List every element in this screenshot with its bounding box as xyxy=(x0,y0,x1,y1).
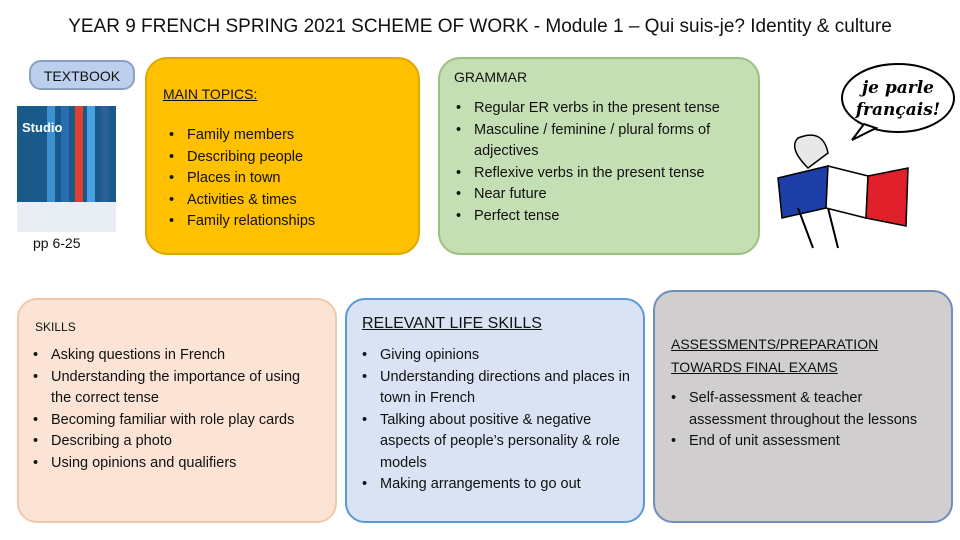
textbook-pages: pp 6-25 xyxy=(33,235,81,251)
list-item: • Activities & times xyxy=(165,190,415,212)
list-item: • Giving opinions xyxy=(358,345,633,367)
assessments-heading-line-2: TOWARDS FINAL EXAMS xyxy=(671,359,838,375)
list-item: • Masculine / feminine / plural forms of adjectives xyxy=(452,120,742,163)
skills-list xyxy=(29,345,324,474)
grammar-panel xyxy=(438,57,760,255)
life-skills-panel xyxy=(345,298,645,523)
list-item: • Talking about positive & negative aspects of people’s personality & role models xyxy=(358,410,633,475)
textbook-cover-title: Studio xyxy=(22,120,63,135)
character-head xyxy=(795,135,828,168)
list-item: • Self-assessment & teacher assessment throughout the lessons xyxy=(667,388,937,431)
skills-heading: SKILLS xyxy=(35,320,76,334)
flag-white-icon xyxy=(826,166,868,218)
skills-panel xyxy=(17,298,337,523)
list-item: • Perfect tense xyxy=(452,206,742,228)
list-item: • Family relationships xyxy=(165,211,415,233)
list-item: • Describing people xyxy=(165,147,415,169)
textbook-cover-image xyxy=(17,106,116,232)
list-item: • Understanding directions and places in town in French xyxy=(358,367,633,410)
list-item: • Family members xyxy=(165,125,415,147)
list-item: • Asking questions in French xyxy=(29,345,324,367)
list-item: • Becoming familiar with role play cards xyxy=(29,410,324,432)
flag-red-icon xyxy=(866,168,908,226)
list-item: • Making arrangements to go out xyxy=(358,474,633,496)
speech-line-1: je parle xyxy=(861,78,935,98)
life-skills-heading: RELEVANT LIFE SKILLS xyxy=(362,315,542,332)
list-item: • Reflexive verbs in the present tense xyxy=(452,163,742,185)
speech-bubble-tail xyxy=(852,124,876,140)
list-item: • Places in town xyxy=(165,168,415,190)
list-item: • End of unit assessment xyxy=(667,431,937,453)
speech-bubble xyxy=(842,64,954,132)
main-topics-panel xyxy=(145,57,420,255)
page-title: YEAR 9 FRENCH SPRING 2021 SCHEME OF WORK - Module 1 – Qui suis-je? Identity & culture xyxy=(68,16,892,37)
textbook-label: TEXTBOOK xyxy=(29,60,135,90)
flag-blue-icon xyxy=(778,166,828,218)
speech-line-2: français! xyxy=(855,100,941,120)
character-legs xyxy=(798,208,838,248)
list-item: • Understanding the importance of using the correct tense xyxy=(29,367,324,410)
je-parle-francais-illustration xyxy=(768,58,956,253)
textbook-cover-footer xyxy=(17,202,116,232)
list-item: • Regular ER verbs in the present tense xyxy=(452,98,742,120)
assessments-list xyxy=(667,388,937,453)
main-topics-list xyxy=(165,125,415,233)
list-item: • Near future xyxy=(452,184,742,206)
grammar-heading: GRAMMAR xyxy=(454,69,528,85)
life-skills-list xyxy=(358,345,633,496)
main-topics-heading: MAIN TOPICS: xyxy=(163,86,258,102)
list-item: • Using opinions and qualifiers xyxy=(29,453,324,475)
assessments-heading-line-1: ASSESSMENTS/PREPARATION xyxy=(671,336,879,352)
list-item: • Describing a photo xyxy=(29,431,324,453)
grammar-list xyxy=(452,98,742,227)
assessments-panel xyxy=(653,290,953,523)
